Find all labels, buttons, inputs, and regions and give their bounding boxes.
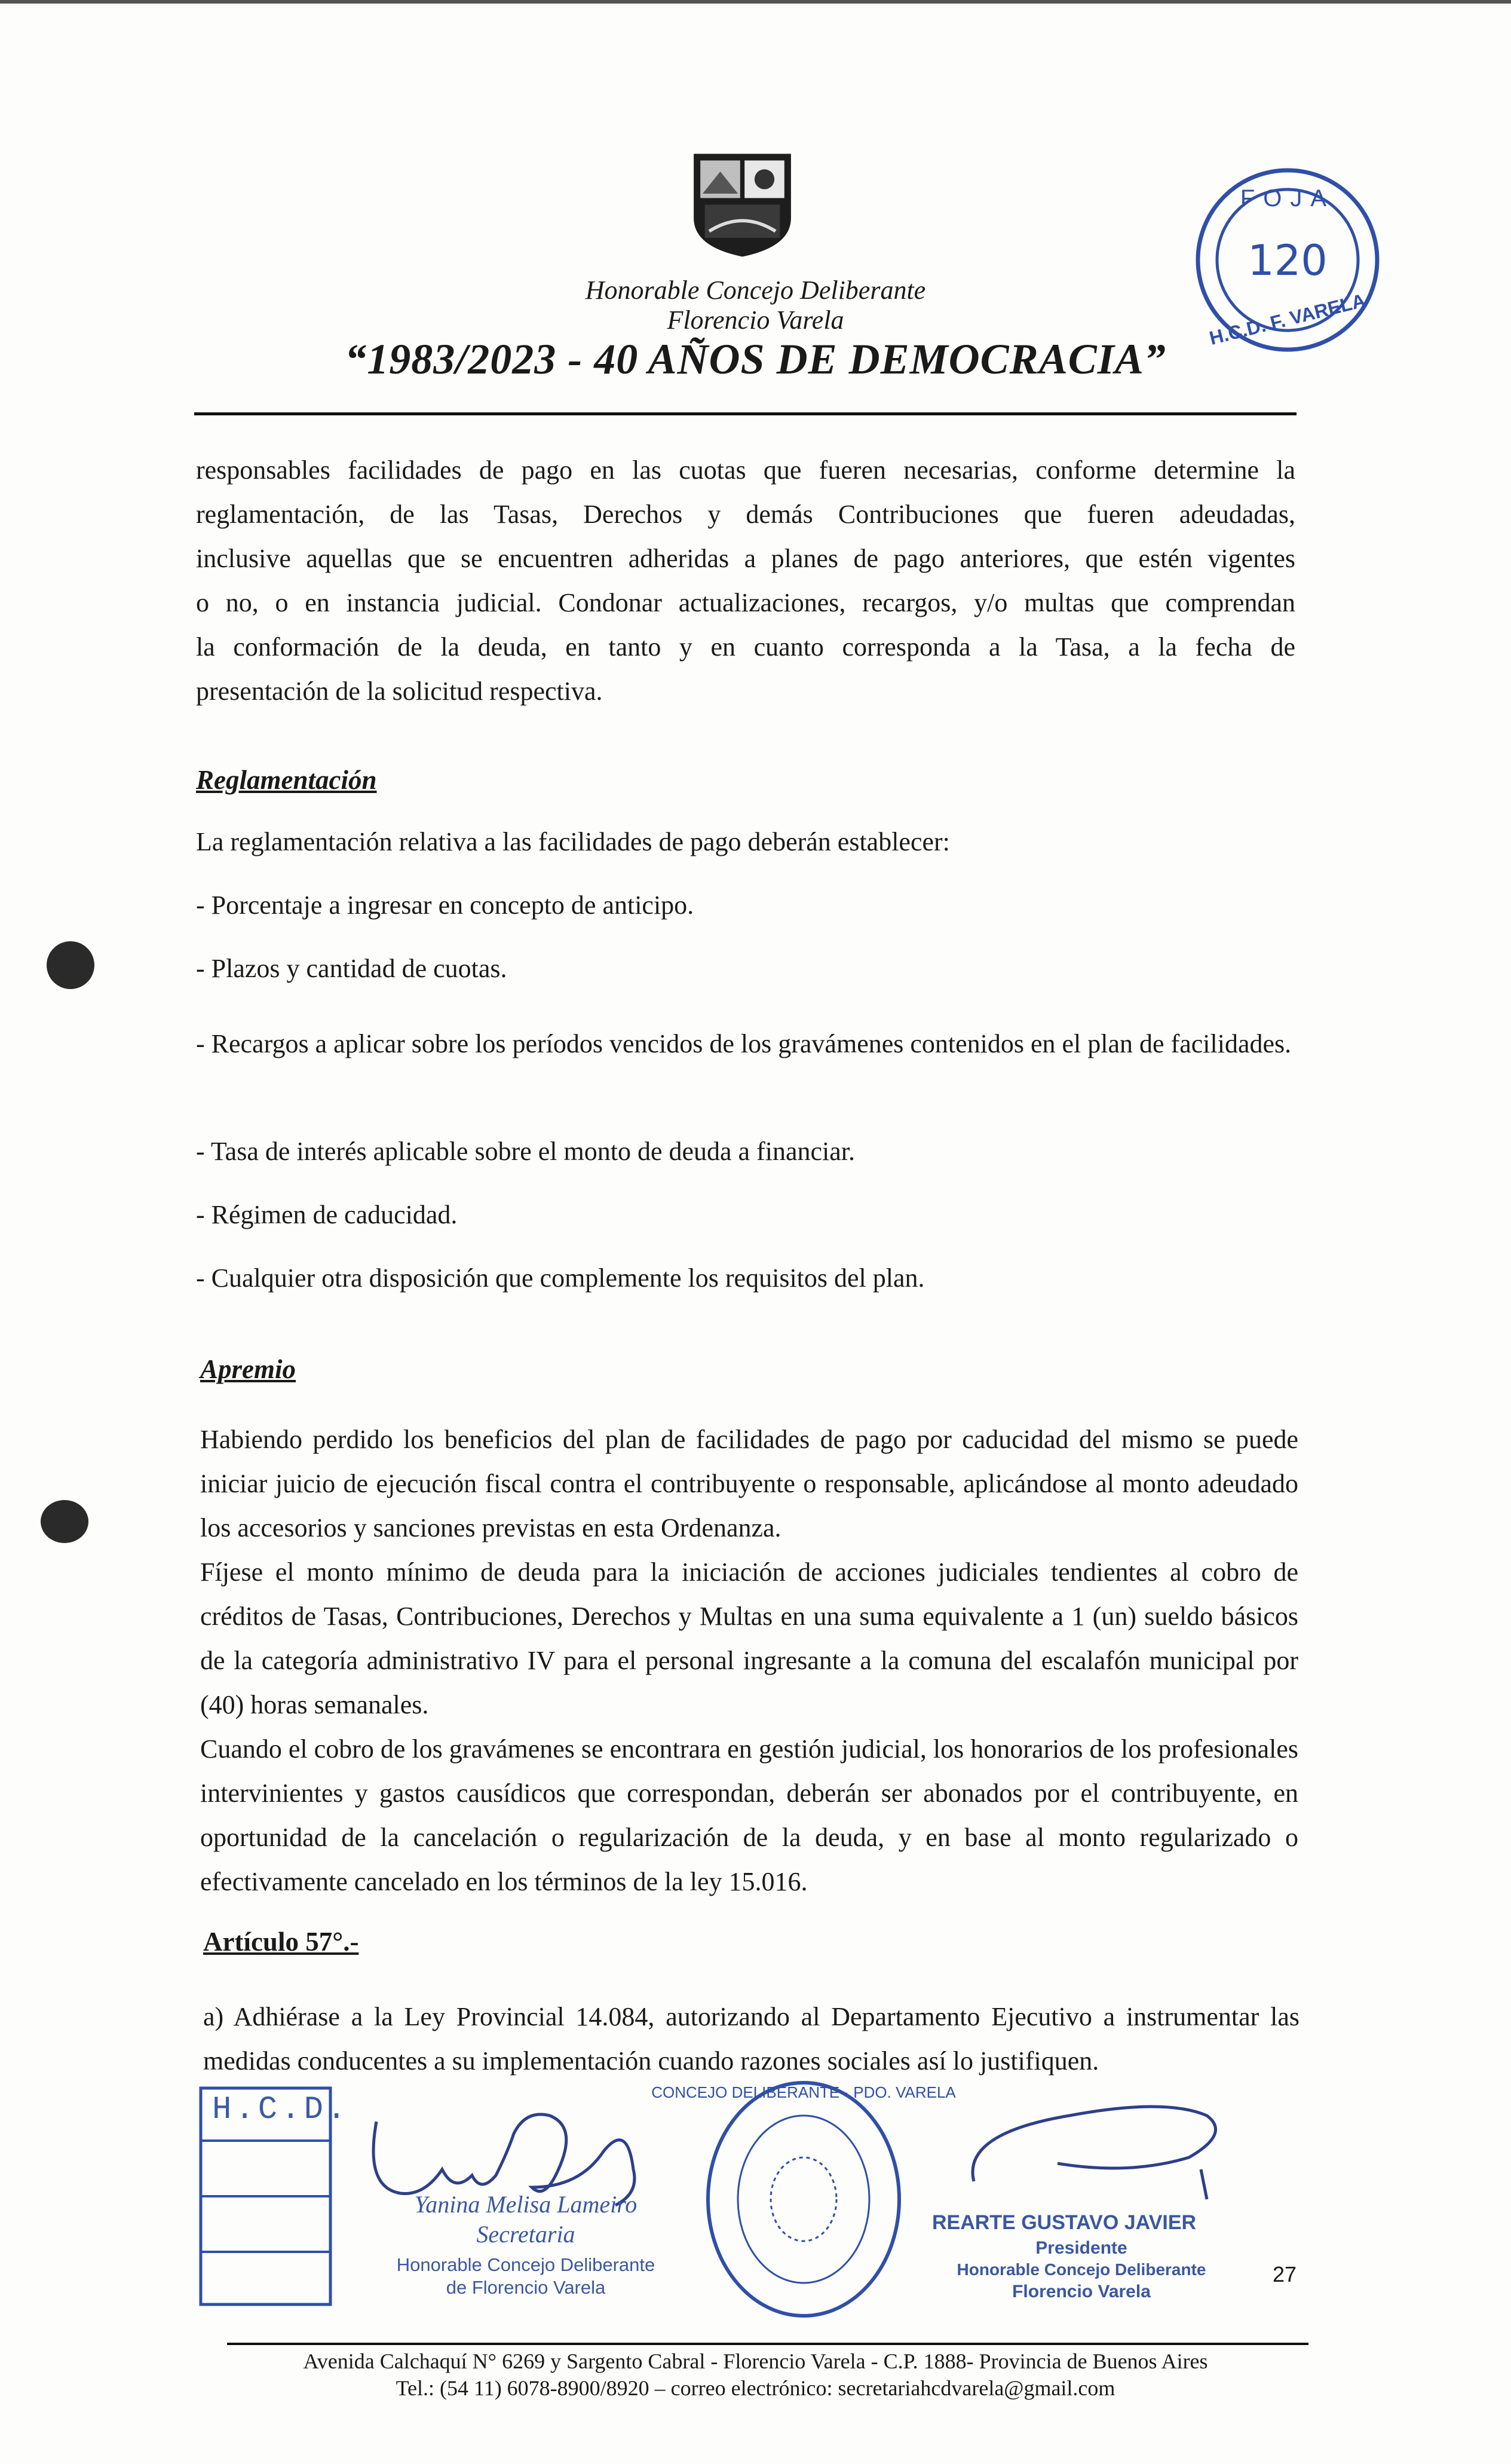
apremio-paragraph: Fíjese el monto mínimo de deuda para la iniciación de acciones judiciales tendientes al cobro de créditos de Tasas, Contribuciones, Derechos y Multas en una suma equivalente a 1 (un) sueldo básicos de la categoría administrativo IV para el personal ingresante a la comuna del escalafón municipal por (40) horas semanales. [200,1557,1298,1719]
footer-address: Avenida Calchaquí N° 6269 y Sargento Cabral - Florencio Varela - C.P. 1888- Provincia de Buenos Aires [303,2349,1208,2373]
president-name: REARTE GUSTAVO JAVIER [932,2211,1197,2234]
intro-line-3: inclusive aquellas que se encuentren adheridas a planes de pago anteriores, que estén vigentes [196,544,1295,573]
header-rule [194,412,1297,415]
folio-stamp [1192,164,1383,356]
secretary-role: Secretaria [476,2221,575,2248]
section-heading-reglamentacion: Reglamentación [196,765,377,795]
header-motto: “1983/2023 - 40 AÑOS DE DEMOCRACIA” [345,335,1166,383]
article-heading: Artículo 57°.- [203,1927,359,1957]
page-number: 27 [1273,2262,1297,2287]
president-org: Honorable Concejo Deliberante [957,2260,1206,2279]
punch-hole [41,1500,88,1543]
hcd-box-label: H.C.D. [212,2092,350,2128]
apremio-paragraph: Habiendo perdido los beneficios del plan de facilidades de pago por caducidad del mismo se puede iniciar juicio de ejecución fiscal contra el contribuyente o responsable, aplicándose al monto adeudado los accesorios y sanciones previstas en esta Ordenanza. [200,1425,1298,1542]
reglamentacion-item: - Plazos y cantidad de cuotas. [196,954,507,983]
scan-top-edge [0,0,1511,4]
folio-number: 120 [1248,236,1328,285]
intro-line-4: o no, o en instancia judicial. Condonar actualizaciones, recargos, y/o multas que comprendan [196,588,1295,617]
intro-line-1: responsables facilidades de pago en las cuotas que fueren necesarias, conforme determine la [196,455,1295,485]
apremio-paragraph: Cuando el cobro de los gravámenes se encontrara en gestión judicial, los honorarios de los profesionales intervinientes y gastos causídicos que correspondan, deberán ser abonados por el contribuyente, en oportunidad de la cancelación o regularización de la deuda, y en base al monto regularizado o efectivamente cancelado en los términos de la ley 15.016. [200,1734,1298,1896]
reglamentacion-item: - Régimen de caducidad. [196,1200,458,1229]
intro-line-6: presentación de la solicitud respectiva. [196,677,603,706]
reglamentacion-item: - Cualquier otra disposición que complemente los requisitos del plan. [196,1263,925,1293]
reglamentacion-lead: La reglamentación relativa a las facilidades de pago deberán establecer: [196,827,950,856]
secretary-org: Honorable Concejo Deliberante [396,2254,655,2275]
section-heading-apremio: Apremio [200,1354,296,1384]
official-seal [651,2074,956,2325]
org-title: Honorable Concejo Deliberante [585,276,926,305]
secretary-city: de Florencio Varela [446,2277,606,2298]
president-city: Florencio Varela [1012,2282,1151,2301]
secretary-name: Yanina Melisa Lameiro [414,2191,637,2218]
reglamentacion-item: - Tasa de interés aplicable sobre el monto de deuda a financiar. [196,1137,855,1166]
seal-text: CONCEJO DELIBERANTE · PDO. VARELA [651,2083,956,2101]
municipal-crest-logo [687,149,798,260]
folio-label: FOJA [1240,185,1335,212]
org-city: Florencio Varela [667,305,844,335]
president-signature [950,2080,1237,2199]
reglamentacion-item: - Recargos a aplicar sobre los períodos vencidos de los gravámenes contenidos en el plan de facilidades. [196,1029,1292,1058]
intro-line-2: reglamentación, de las Tasas, Derechos y demás Contribuciones que fueren adeudadas, [196,500,1295,529]
footer-rule [227,2343,1308,2345]
punch-hole [47,941,94,989]
footer-contact: Tel.: (54 11) 6078-8900/8920 – correo electrónico: secretariahcdvarela@gmail.com [396,2376,1115,2400]
article-text: a) Adhiérase a la Ley Provincial 14.084, autorizando al Departamento Ejecutivo a instrumentar las medidas conducentes a su implementación cuando razones sociales así lo justifiquen. [203,2002,1299,2076]
reglamentacion-item: - Porcentaje a ingresar en concepto de anticipo. [196,890,694,920]
intro-line-5: la conformación de la deuda, en tanto y en cuanto corresponda a la Tasa, a la fecha de [196,632,1295,662]
president-role: Presidente [1035,2238,1127,2258]
folio-org: H.C.D. F. VARELA [1207,289,1368,349]
